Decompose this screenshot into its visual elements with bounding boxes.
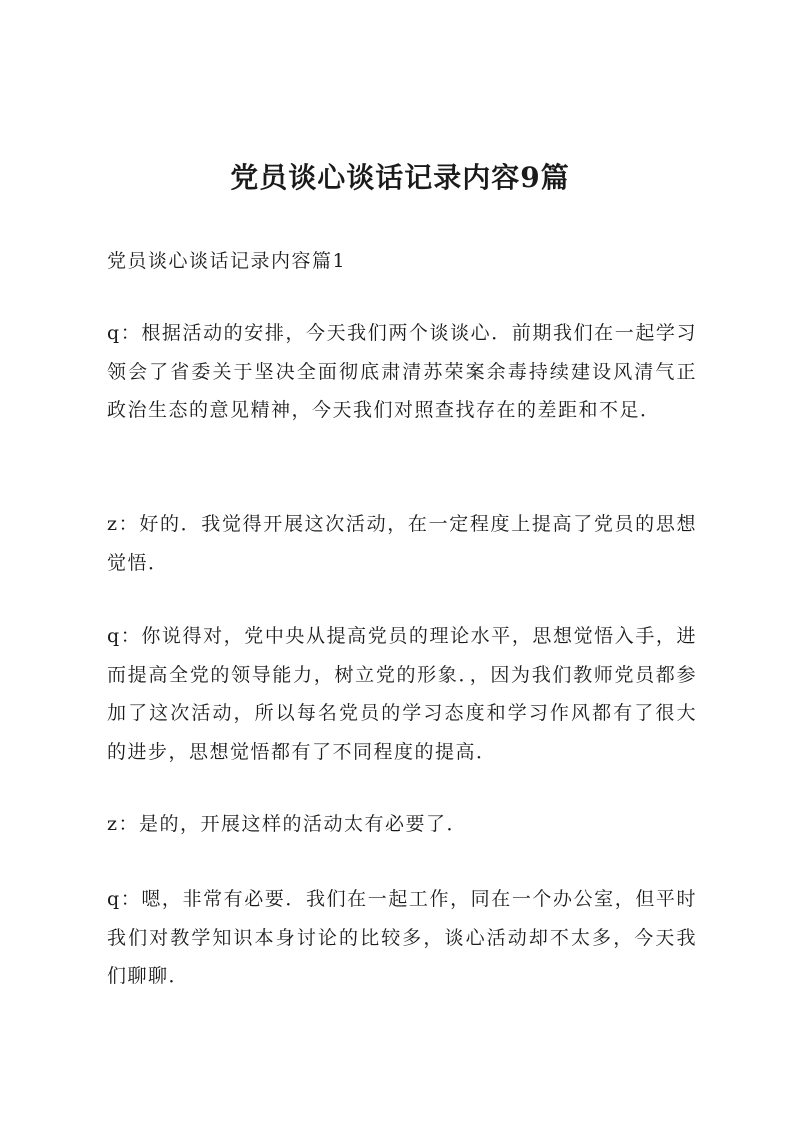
section-heading: 党员谈心谈话记录内容篇1: [107, 250, 347, 272]
dialogue-paragraph: z：是的，开展这样的活动太有必要了．: [107, 813, 468, 835]
dialogue-paragraph: z：好的．我觉得开展这次活动，在一定程度上提高了党员的思想觉悟．: [107, 513, 697, 574]
document-title: 党员谈心谈话记录内容9篇: [230, 161, 570, 194]
dialogue-paragraph: q：根据活动的安排，今天我们两个谈谈心．前期我们在一起学习领会了省委关于坚决全面彻底肃清苏荣案余毒持续建设风清气正政治生态的意见精神，今天我们对照查找存在的差距和不足．: [107, 322, 697, 421]
dialogue-paragraph: q：你说得对，党中央从提高党员的理论水平，思想觉悟入手，进而提高全党的领导能力，树立党的形象．，因为我们教师党员都参加了这次活动，所以每名党员的学习态度和学习作风都有了很大的进步，思想觉悟都有了不同程度的提高．: [107, 625, 697, 763]
dialogue-paragraph: q：嗯，非常有必要．我们在一起工作，同在一个办公室，但平时我们对教学知识本身讨论的比较多，谈心活动却不太多，今天我们聊聊．: [107, 888, 697, 987]
